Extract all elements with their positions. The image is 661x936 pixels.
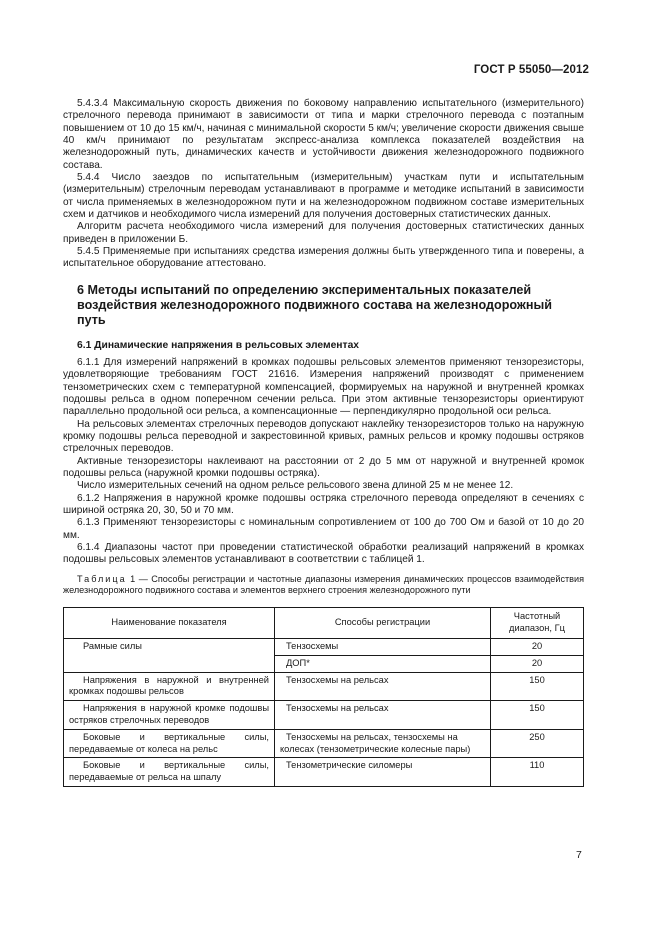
table-cell-name: Рамные силы — [64, 638, 275, 672]
paragraph-5-4-4: 5.4.4 Число заездов по испытательным (измерительным) участкам пути и испытательным (измерительным) стрелочным переводам устанавливают в программе и методике испытаний в зависимости от числа применяемых в железнодорожном пути и на железнодорожном подвижном составе измерительных схем и датчиков и необходимого числа измерений для получения достоверных статистических данных. — [63, 172, 584, 221]
table-cell-method: ДОП* — [275, 655, 491, 672]
paragraph-5-4-5: 5.4.5 Применяемые при испытаниях средства измерения должны быть утвержденного типа и поверены, а испытательное оборудование аттестовано. — [63, 246, 584, 270]
table-row — [64, 701, 584, 730]
table-header-cell: Способы регистрации — [275, 607, 491, 638]
table-cell-freq: 20 — [491, 655, 584, 672]
paragraph-6-1-2: 6.1.2 Напряжения в наружной кромке подошвы остряка стрелочного перевода определяют в сечениях с шириной остряка 20, 30, 50 и 70 мм. — [63, 492, 584, 517]
table-header-row — [64, 607, 584, 638]
paragraph-switch-elements: На рельсовых элементах стрелочных переводов допускают наклейку тензорезисторов только на наружную кромку подошвы рельса переводной и закрестовинной кривых, рамных рельсов и кромку подошвы остряков стрелочных переводов. — [63, 418, 584, 455]
document-header: ГОСТ Р 55050—2012 — [473, 64, 589, 76]
page-content — [63, 98, 584, 787]
table-caption-prefix: Таблица — [77, 573, 127, 584]
table-row — [64, 672, 584, 701]
table-cell-method: Тензосхемы на рельсах — [275, 672, 491, 701]
paragraph-6-1-4: 6.1.4 Диапазоны частот при проведении статистической обработки реализаций напряжений в кромках подошвы рельсовых элементов устанавливают в соответствии с таблицей 1. — [63, 542, 584, 566]
table-cell-name: Напряжения в наружной кромке подошвы остряков стрелочных переводов — [64, 701, 275, 730]
paragraph-5-4-3-4: 5.4.3.4 Максимальную скорость движения по боковому направлению испытательного (измерительного) стрелочного перевода принимают в зависимости от типа и марки стрелочного перевода с поэтапным повышением от 10 до 15 км/ч, начиная с минимальной скорости 5 км/ч; увеличение скорости движения свыше 40 км/ч принимают по результатам экспресс-анализа комплекса показателей воздействия на железнодорожный путь, динамических качеств и устойчивости движения железнодорожного подвижного состава. — [63, 98, 584, 171]
paragraph-6-1-3: 6.1.3 Применяют тензорезисторы с номинальным сопротивлением от 100 до 700 Ом и базой от 10 до 20 мм. — [63, 517, 584, 541]
table-cell-method: Тензометрические силомеры — [275, 758, 491, 787]
table-cell-freq: 150 — [491, 672, 584, 701]
table-row — [64, 729, 584, 758]
paragraph-section-count: Число измерительных сечений на одном рельсе рельсового звена длиной 25 м не менее 12. — [77, 480, 514, 492]
table-header-cell: Наименование показателя — [64, 607, 275, 638]
page-number: 7 — [576, 849, 582, 861]
table-1 — [63, 607, 584, 787]
table-cell-freq: 110 — [491, 758, 584, 787]
paragraph-6-1-1: 6.1.1 Для измерений напряжений в кромках подошвы рельсовых элементов применяют тензорезисторы, удовлетворяющие требованиям ГОСТ 21616. Измерения напряжений производят с применением тензометрических схем с температурной компенсацией, формируемых на наружной и внутренней кромках подошвы рельса в одном поперечном сечении рельса. При этом активные тензорезисторы ориентируют параллельно продольной оси рельса, а компенсационные — перпендикулярно продольной оси рельса. — [63, 356, 584, 418]
subsection-6-1-heading: 6.1 Динамические напряжения в рельсовых элементах — [77, 340, 360, 352]
table-caption-text: 1 — Способы регистрации и частотные диапазоны измерения динамических процессов взаимодействия железнодорожного подвижного состава и элементов верхнего строения железнодорожного пути — [63, 573, 584, 596]
paragraph-algorithm: Алгоритм расчета необходимого числа измерений для получения достоверных статистических данных приведен в приложении Б. — [63, 221, 584, 245]
table-cell-method: Тензосхемы — [275, 638, 491, 655]
table-cell-method: Тензосхемы на рельсах — [275, 701, 491, 730]
table-cell-freq: 250 — [491, 729, 584, 758]
table-cell-name: Боковые и вертикальные силы, передаваемые от колеса на рельс — [64, 729, 275, 758]
table-header-cell: Частотный диапазон, Гц — [491, 607, 584, 638]
table-cell-name: Напряжения в наружной и внутренней кромках подошвы рельсов — [64, 672, 275, 701]
paragraph-active-strain-gauges: Активные тензорезисторы наклеивают на расстоянии от 2 до 5 мм от наружной и внутренней кромок подошвы рельса (наружной кромки подошвы остряка). — [63, 455, 584, 480]
table-cell-name: Боковые и вертикальные силы, передаваемые от рельса на шпалу — [64, 758, 275, 787]
table-cell-method: Тензосхемы на рельсах, тензосхемы на колесах (тензометрические колесные пары) — [275, 729, 491, 758]
section-6-heading: 6 Методы испытаний по определению экспериментальных показателей воздействия железнодорожного подвижного состава на железнодорожный путь — [77, 282, 552, 328]
table-cell-freq: 20 — [491, 638, 584, 655]
table-caption — [63, 574, 584, 597]
table-cell-freq: 150 — [491, 701, 584, 730]
table-row — [64, 638, 584, 655]
table-row — [64, 758, 584, 787]
